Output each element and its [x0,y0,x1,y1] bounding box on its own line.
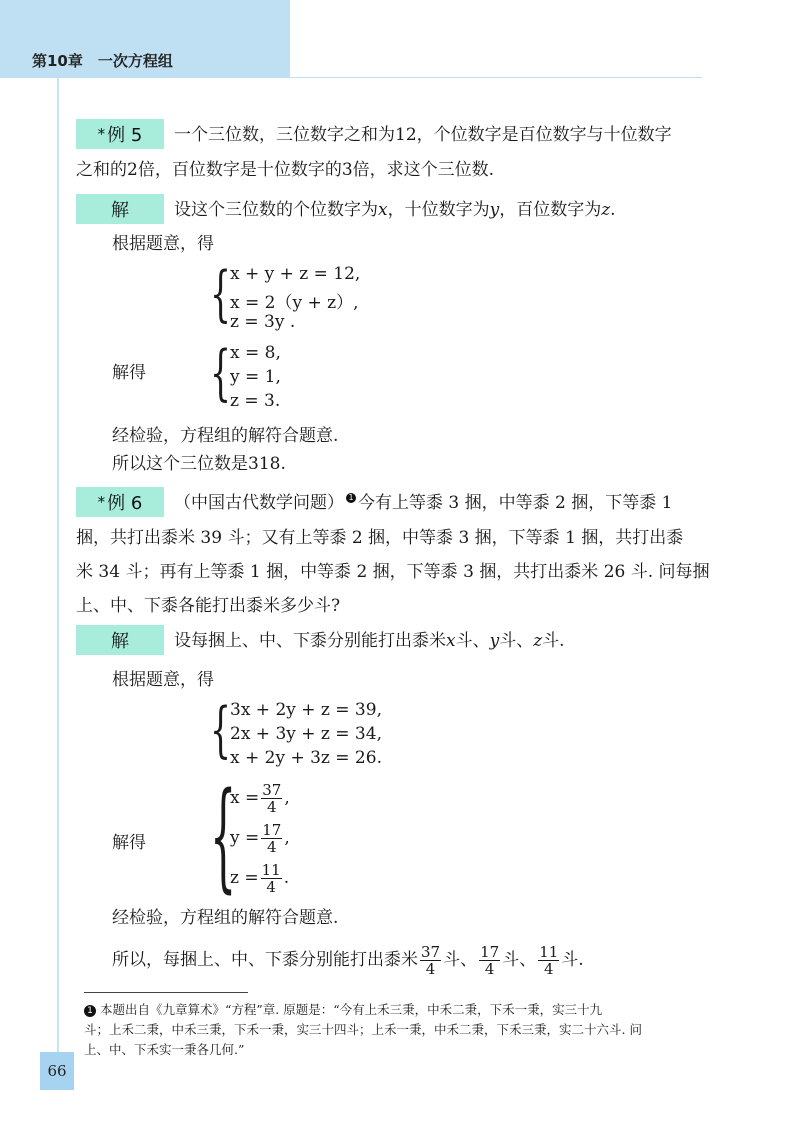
example-5-check: 经检验，方程组的解符合题意. [112,426,339,446]
chapter-title: 第10章 一次方程组 [32,52,173,70]
brace-icon: { [210,695,232,765]
footnote [84,1000,704,1060]
example-6-solve-label: 解得 [112,833,146,853]
example-5-solve-label: 解得 [112,363,146,383]
chapter-header-tab [0,0,290,78]
example-6-problem-line3: 米 34 斗；再有上等黍 1 捆，中等黍 2 捆，下等黍 3 捆，共打出黍米 26 斗. 问每捆 [76,562,710,582]
example-6-solution-setup: 设每捆上、中、下黍分别能打出黍米x斗、y斗、z斗. [174,631,565,651]
solution-row-y: y = $\frac{17}{4}$ , [230,821,290,856]
example-6-problem-line2: 捆，共打出黍米 39 斗；又有上等黍 2 捆，中等黍 3 捆，下等黍 1 捆，共打出黍 [76,528,684,548]
footnote-line3: 上、中、下禾实一秉各几何.” [84,1042,245,1057]
example-6-solution-system [210,766,350,904]
footnote-line1: 本题出自《九章算术》“方程”章. 原题是：“今有上禾三秉，中禾二秉，下禾一秉，实三十九 [99,1002,603,1017]
solution-row: z = 3. [230,391,281,411]
equation-row: x + y + z = 12, [230,264,361,284]
solution-row-z: z = $\frac{11}{4}$ . [230,861,290,896]
example-5-solution-tag [76,194,164,224]
example-6-conclusion: 所以，每捆上、中、下黍分别能打出黍米 $\frac{37}{4}$ 斗、 $\frac{17}{4}$ 斗、 $\frac{11}{4}$ 斗. [112,943,584,978]
problem-source: （中国古代数学问题） [174,493,344,513]
example-5-tag [76,119,164,149]
example-5-by-meaning: 根据题意，得 [112,234,214,254]
equation-row: x + 2y + 3z = 26. [230,748,382,768]
example-6-star: * [97,493,106,511]
solution-label: 解 [111,631,129,652]
example-6-solution-tag [76,625,164,655]
example-6-label: 例 6 [107,493,143,514]
example-6-problem-line4: 上、中、下黍各能打出黍米多少斗? [76,596,341,616]
page-number: 66 [40,1052,74,1090]
solution-label: 解 [111,200,129,221]
example-5-equation-system [210,259,410,334]
equation-row: x = 2（y + z）, [230,293,359,313]
solution-row: x = 8, [230,343,281,363]
example-5-conclusion: 所以这个三位数是318. [112,454,286,474]
margin-rule [57,78,59,1080]
footnote-rule [84,992,248,993]
example-6-problem-line1: （中国古代数学问题） 1 今有上等黍 3 捆，中等黍 2 捆，下等黍 1 [174,493,673,513]
example-6-check: 经检验，方程组的解符合题意. [112,908,339,928]
example-5-problem-line1: 一个三位数，三位数字之和为12，个位数字是百位数字与十位数字 [174,125,672,145]
example-5-star: * [97,125,106,143]
example-5-problem-line2: 之和的2倍，百位数字是十位数字的3倍，求这个三位数. [76,160,495,180]
footnote-marker: 1 [346,493,356,503]
equation-row: 3x + 2y + z = 39, [230,700,382,720]
header-rule [290,77,702,78]
footnote-line2: 斗；上禾二秉，中禾三秉，下禾一秉，实三十四斗；上禾一秉，中禾二秉，下禾三秉，实二十六斗. 问 [84,1022,642,1037]
solution-row-x: x = $\frac{37}{4}$ , [230,781,290,816]
footnote-number: 1 [84,1005,96,1017]
brace-icon: { [210,766,237,904]
example-5-solution-system [210,338,330,413]
equation-row: 2x + 3y + z = 34, [230,724,382,744]
example-6-by-meaning: 根据题意，得 [112,670,214,690]
example-5-label: 例 5 [107,125,143,146]
brace-icon: { [210,259,232,329]
example-5-solution-setup: 设这个三位数的个位数字为x，十位数字为y，百位数字为z. [174,200,616,220]
example-6-tag [76,487,164,517]
example-6-equation-system [210,695,430,770]
solution-row: y = 1, [230,367,281,387]
equation-row: z = 3y . [230,312,296,332]
brace-icon: { [210,338,232,408]
